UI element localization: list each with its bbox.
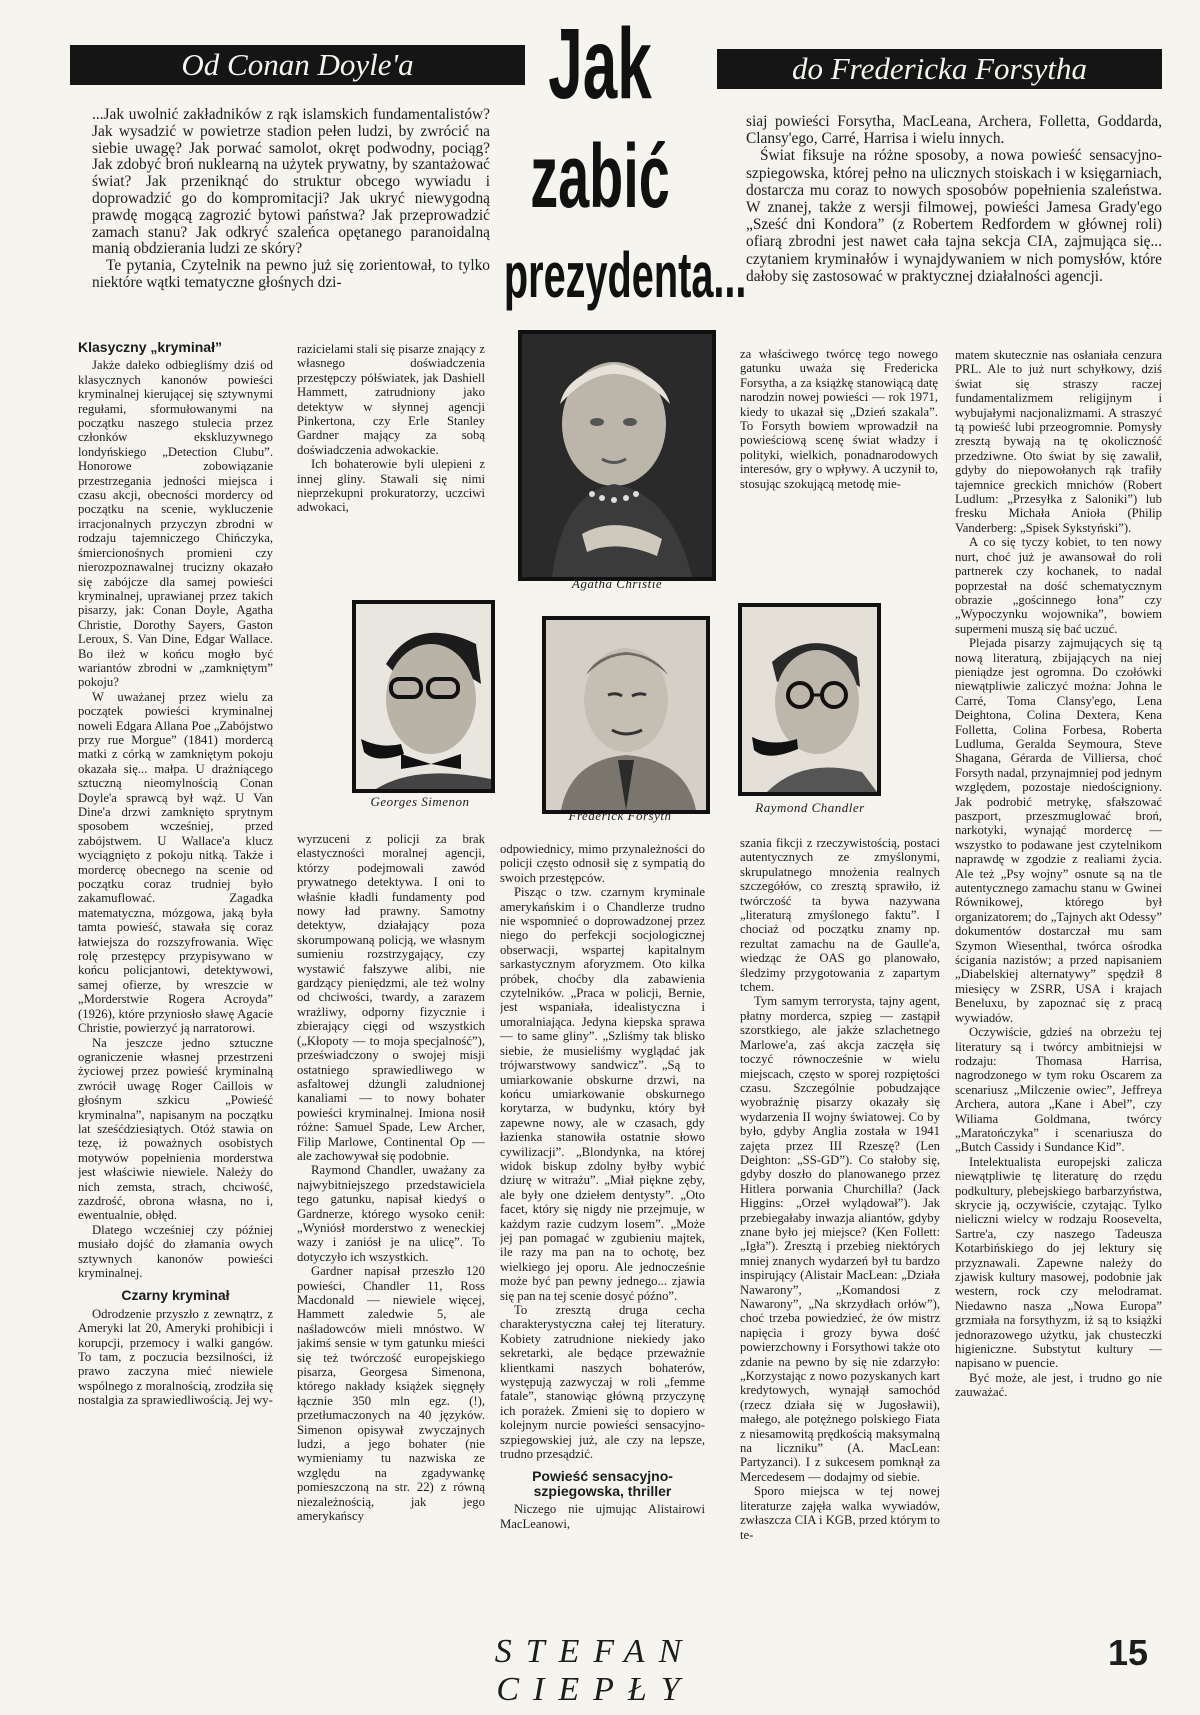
- col3-heading: Powieść sensacyjno-szpiegowska, thriller: [532, 1468, 673, 1499]
- col1-p5: Odrodzenie przyszło z zewnątrz, z Ameryki lat 20, Ameryki prohibicji i korupcji, przemocy i walki gangów. To tam, z poczucia bezsilności, iż prawo zaczyna mieć niewiele wspólnego z moralnością, zrodziła się nostalgia za sprawiedliwością. Jej wy-: [78, 1306, 273, 1408]
- col3-p2: Pisząc o tzw. czarnym kryminale amerykańskim i o Chandlerze trudno nie wspomnieć o doprowadzonej przez niego do perfekcji socjologicznej obserwacji, wspartej kapitalnym sarkastycznym aforyzmem. Oto kilka próbek, choćby dla zabawienia czytelników. „Praca w policji, Bernie, jest wspaniała, idealistyczna i umoralniająca. Jedyna kiepska sprawa — to same gliny”. „Szliśmy tak blisko siebie, że musieliśmy wyglądać jak trójwarstwowy sandwicz”. „Są to umiarkowanie obskurne drzwi, na końcu umiarkowanie obskurnego korytarza, w budynku, który był zapewne nowy, ale w czasach, gdy łazienka stanowiła ostatnie słowo cywilizacji”. „Blondynka, na której widok biskup zdolny byłby wybić dziurę w witrażu”. „Miał piękne zęby, ale były one dziełem dentysty”. „Oto facet, który się nigdy nie przejmuje, w każdym razie cudzym losem”. „Może jej pan pomagać w zgubieniu majtek, ile razy ma pan na to ochotę, bez wielkiego jej oporu. Ale jednocześnie może być pan pewny jednego... zjawia się pan na tej scenie dosyć późno”.: [500, 885, 705, 1303]
- portrait-christie-illustration: [522, 334, 712, 577]
- headline-line-3: prezydenta...: [503, 239, 747, 311]
- col4a-p1: za właściwego twórcę tego nowego gatunku uważa się Fredericka Forsytha, a za książkę stanowiącą datę narodzin nowej powieści — rok 1971, kiedy to ukazał się „Dzień szakala”. To Forsyth bowiem wprowadził na powieściową scenę świat władzy i polityki, wielkich, ponadnarodowych interesów, gry o wpływy. A uczynił to, stosując szokującą metodę mie-: [740, 347, 938, 491]
- col4b-p3: Sporo miejsca w tej nowej literaturze zajęła walka wywiadów, zwłaszcza CIA i KGB, przed którym to te-: [740, 1484, 940, 1542]
- photo-frederick-forsyth: [542, 616, 710, 814]
- intro-right: [746, 113, 1162, 327]
- page-number: 15: [1108, 1632, 1149, 1673]
- col5-p2: A co się tyczy kobiet, to ten nowy nurt, choć już je awansował do roli partnerek czy kochanek, to nadal poprzestał na dość schematycznym obrazie „gościnnego łona” czy „Wypoczynku wojownika”, bowiem supermeni muszą się bać uczuć.: [955, 535, 1162, 636]
- col2b-p2: Raymond Chandler, uważany za najwybitniejszego przedstawiciela tego gatunku, napisał kiedyś o Gardnerze, którego wysoko cenił: „Wyniósł morderstwo z weneckiej wazy i zaniósł je na ulicę”. To dotyczyło ich wszystkich.: [297, 1163, 485, 1264]
- col3-p1: odpowiednicy, mimo przynależności do policji często odnosił się z sympatią do swoich przestępców.: [500, 842, 705, 885]
- portrait-forsyth-illustration: [546, 620, 706, 810]
- intro-right-p2: Świat fiksuje na różne sposoby, a nowa powieść sensacyjno-szpiegowska, której pełno na ulicznych stoiskach i w księgarniach, dostarcza mu coraz to nowych sposobów popełnienia szaleństwa. W znanej, także z wersji filmowej, powieści Jamesa Grady'ego „Sześć dni Kondora” (z Robertem Redfordem w głównej roli) ofiarą zbrodni jest nawet cała tajna sekcja CIA, zajmująca się... czytaniem kryminałów i wynajdywaniem w nich pomysłów, które dałoby się zastosować w praktycznej działalności agencji.: [746, 147, 1162, 285]
- col5-p6: Być może, ale jest, i trudno go nie zauważać.: [955, 1370, 1162, 1400]
- col1-heading: Klasyczny „kryminał”: [78, 340, 222, 355]
- column-1: [78, 340, 273, 1658]
- portrait-chandler-illustration: [742, 607, 877, 792]
- headline-line-1: Jak: [548, 8, 652, 120]
- col1-p1: Jakże daleko odbiegliśmy dziś od klasycznych kanonów powieści kryminalnej kierującej się sztywnymi regułami, sformułowanymi na początku naszego stulecia przez członków ekskluzywnego londyńskiego „Detection Clubu”. Honorowe zobowiązanie przestrzegania jedności miejsca i czasu akcji, obecności mordercy od początku na scenie, wykluczenie irracjonalnych przyczyn zbrodni w rodzaju tajemniczego Chińczyka, śmiercionośnych promieni czy nierozpoznawalnej trucizny okazało się zabójcze dla samej powieści kryminalnej, uprawianej przez takich pisarzy, jak: Conan Doyle, Agatha Christie, Dorothy Sayers, Gaston Leroux, S. Van Dine, Edgar Wallace. Bo ileż w końcu mogło być wariantów zbrodni w „zamkniętym” pokoju?: [78, 358, 273, 690]
- headline-line-2: zabić: [530, 127, 670, 227]
- photo-agatha-christie: [518, 330, 716, 581]
- col1-p4: Dlatego wcześniej czy później musiało dojść do złamania owych sztywnych kanonów powieści kryminalnej.: [78, 1222, 273, 1280]
- col3-p3: To zresztą druga cecha charakterystyczna całej tej literatury. Kobiety zatrudnione niekiedy jako sekretarki, ale będące przeważnie klientkami naszych bohaterów, występują zazwyczaj w roli „femme fatale”, stanowiąc główną przyczynę ich porażek. Zmieni się to dopiero w kolejnym nurcie powieści sensacyjno-szpiegowskiej już, ale czy na lepsze, trudno przesądzić.: [500, 1303, 705, 1462]
- col2a-p2: Ich bohaterowie byli ulepieni z innej gliny. Stawali się nimi nieprzekupni prokuratorzy, uczciwi adwokaci,: [297, 457, 485, 515]
- caption-raymond-chandler: Raymond Chandler: [755, 800, 865, 815]
- intro-left: [92, 107, 490, 315]
- photo-raymond-chandler: [738, 603, 881, 796]
- column-4-top: [740, 347, 938, 587]
- caption-georges-simenon: Georges Simenon: [370, 794, 470, 809]
- author-signature: STEFAN CIEPŁY: [494, 1633, 696, 1708]
- intro-left-p1: ...Jak uwolnić zakładników z rąk islamskich fundamentalistów? Jak wysadzić w powietrze stadion pełen ludzi, by zwrócić na siebie uwagę? Jak porwać samolot, okręt podwodny, pociąg? Jak zdobyć broń nuklearną na użytek prywatny, by szantażować świat? Jak przeniknąć do struktur obcego wywiadu i doprowadzić go do kompromitacji? Jak ukryć niewygodną prawdę mogącą zagrozić bytowi państwa? Jak przeprowadzić zamach stanu? Jak odkryć szaleńca opętanego paranoidalną manią obdzierania ludzi ze skóry?: [92, 107, 490, 258]
- col1-heading-2: Czarny kryminał: [121, 1287, 230, 1304]
- col5-p3: Plejada pisarzy zajmujących się tą nową literaturą, zbijających na niej pieniądze jest ogromna. Do czołówki niewątpliwie zaliczyć można: Johna le Carré, Toma Clansy'ego, Lena Deightona, Colina Dextera, Kena Folletta, Colina Forbesa, Roberta Ludluma, Geralda Seymoura, Steve Shagana, Gérarda de Villiersa, choć Forsyth nadal, przynajmniej pod jednym względem, pozostaje niedościgniony. Jak podrobić metrykę, sfałszować paszport, przeszmuglować broń, narkotyki, wynająć mordercę — wszystko to podawane jest czytelnikom naprawdę w zgodzie z realiami życia. Ale też „Psy wojny” osnute są na tle autentycznego zamachu stanu w Gwinei Równikowej, którego był organizatorem; do „Tajnych akt Odessy” dokumentów dostarczał mu sam Szymon Wiesenthal, twórca ośrodka ścigania nazistów; a przed napisaniem „Diabelskiej alternatywy” spędził 8 miesięcy w ZSRR, USA i krajach Beneluxu, by zapoznać się z pracą wywiadów.: [955, 636, 1162, 1025]
- col1-p3: Na jeszcze jedno sztuczne ograniczenie własnej przestrzeni życiowej przez powieść kryminalną zwrócił uwagę Roger Caillois w głośnym szkicu „Powieść kryminalna”, napisanym na początku lat sześćdziesiątych. Otóż stawia on tezę, iż poważnych osobistych motywów popełnienia morderstwa jest właściwie niewiele. Należy do nich zemsta, strach, chciwość, zazdrość, obrona własna, no i, ewentualnie, obłęd.: [78, 1035, 273, 1223]
- col5-p5: Intelektualista europejski zalicza niewątpliwie tę literaturę do rzędu podkultury, plebejskiego barbarzyństwa, skrycie ją, oczywiście, czytając. Tylko nieliczni wielcy w rodzaju Roosevelta, Sartre'a, czy naszego Tadeusza Kotarbińskiego do jej lektury się przyznawali. Zapewne należy do zjawisk kultury masowej, podobnie jak western, rock czy melodramat. Niedawno nasza „Nowa Europa” grzmiała na forsythyzm, iż są to książki jednorazowego użytku, jak chusteczki higieniczne. Substytut kultury — napisano w puencie.: [955, 1154, 1162, 1371]
- col5-p1: matem skutecznie nas osłaniała cenzura PRL. Ale to już nurt schyłkowy, dziś świat się straszy raczej fundamentalizmem religijnym i wybujałymi nacjonalizmami. A straszyć tą powieść lubi przeogromnie. Pomysły zresztą bywają na tę okoliczność przedziwne. Oto świat by się zawalił, gdyby do niepowołanych rąk trafiły tajemnice greckich mnichów (Robert Ludlum: „Przesyłka z Saloniki”) lub fresku Michała Anioła (Philip Vanderberg: „Spisek Sykstyński”).: [955, 348, 1162, 535]
- header-banner-right: [717, 49, 1162, 89]
- portrait-simenon-illustration: [356, 604, 491, 789]
- column-4-bottom: [740, 836, 940, 1652]
- header-right-text: do Fredericka Forsytha: [792, 51, 1087, 86]
- col3-p4: Niczego nie ujmując Alistairowi MacLeanowi,: [500, 1502, 705, 1531]
- col5-p4: Oczywiście, gdzieś na obrzeżu tej literatury są i twórcy ambitniejsi w rodzaju: Thomasa Harrisa, nagrodzonego w tym roku Oscarem za scenariusz „Milczenie owiec”, Jeffreya Archera, autora „Kane i Abel”, czy Wiliama Goldmana, twórcy „Maratończyka” i scenariusza do „Butch Cassidy i Sundance Kid”.: [955, 1025, 1162, 1155]
- caption-frederick-forsyth: Frederick Forsyth: [568, 808, 672, 823]
- header-left-text: Od Conan Doyle'a: [181, 47, 414, 82]
- col2b-p3: Gardner napisał przeszło 120 powieści, Chandler 11, Ross Macdonald — niewiele więcej, Hammett zaledwie 5, ale naśladowców mieli mnóstwo. W jakimś sensie w tym gatunku mieści się też twórczość europejskiego pisarza, Georgesa Simenona, którego nakłady książek sięgnęły łącznie 350 mln egz. (!), przetłumaczonych na 40 języków. Simenon opisywał zwyczajnych ludzi, a jego bohater (nie wymieniamy tu nazwiska ze względu na zgadywankę pomieszczoną na str. 22) z równą niezależnością, jak jego amerykańscy: [297, 1264, 485, 1524]
- col4b-p1: szania fikcji z rzeczywistością, postaci autentycznych ze zmyślonymi, skrupulatnego mnożenia realnych szczegółów, co zresztą sprawiło, iż twórczość ta bywa nazywana „literaturą zmyślonego faktu”. I chociaż od początku znamy np. rezultat zamachu na de Gaulle'a, wiedząc że OAS go planowało, śledzimy przygotowania z zapartym tchem.: [740, 836, 940, 995]
- col2b-p1: wyrzuceni z policji za brak elastyczności moralnej agencji, którzy podejmowali zawód prywatnego detektywa. I oni to właśnie kładli fundamenty pod nowy ład prawny. Samotny detektyw, działający poza skorumpowaną policją, we własnym sumieniu rozstrzygający, czy wystawić fałszywe alibi, nie gardzący pieniędzmi, ale też wolny od chciwości, twardy, a zarazem wrażliwy, odporny fizycznie i zbierający cięgi od wszystkich („Kłopoty — to moja specjalność”), przeświadczony o swojej misji ostatniego sprawiedliwego w asfaltowej dżungli zaludnionej kanaliami — to nowy bohater powieści kryminalnej. Imiona nosił różne: Samuel Spade, Lew Archer, Filip Marlowe, Continental Op — ale zachowywał się podobnie.: [297, 832, 485, 1163]
- intro-left-p2: Te pytania, Czytelnik na pewno już się zorientował, to tylko niektóre wątki tematyczne głośnych dzi-: [92, 257, 490, 291]
- col4b-p2: Tym samym terrorysta, tajny agent, płatny morderca, szpieg — zastąpił szorstkiego, ale jakże szlachetnego Marlowe'a, zaś akcja zaczęła się toczyć równocześnie w wielu miejscach, często w sporej rozpiętości czasu. Szczególnie pobudzające wyobraźnię pisarzy okazały się wydarzenia II wojny światowej. Co by było, gdyby Anglia została w 1941 zajęta przez III Rzeszę? (Len Deighton: „SS-GD”). Co stałoby się, gdyby doszło do planowanego przez Hitlera porwania Churchilla? (Jack Higgins: „Orzeł wylądował”). Jak przebiegałaby inwazja aliantów, gdyby znane było jej miejsce? (Ken Follett: „Igła”). Zresztą i przebieg niektórych mniej znanych wydarzeń był tu bardzo inspirujący (Alistair MacLean: „Działa Nawarony”, „Komandosi z Nawarony”, „Na skrzydłach orłów”), choć trzeba powiedzieć, że ów mistrz napięcia i grozy bywa dość powierzchowny i Forsythowi także oto zdanie na pewno by się nie zdarzyło: „Korzystając z nowo pozyskanych kart kredytowych, wynajął samochód (rzecz działa się w Jugosławii), małego, ale potężnego polskiego Fiata z niesamowitą prędkością maksymalną na liczniku” (A. MacLean: Partyzanci). I z sukcesem pomknął za Mercedesem — dodajmy od siebie.: [740, 994, 940, 1484]
- col2a-p1: razicielami stali się pisarze znający z własnego doświadczenia przestępczy półświatek, jak Dashiell Hammett, zatrudniony jako detektyw w słynnej agencji Pinkertona, czy Erle Stanley Gardner mający za sobą doświadczenia adwokackie.: [297, 342, 485, 457]
- column-3: [500, 842, 705, 1652]
- intro-right-p1: siaj powieści Forsytha, MacLeana, Archera, Folletta, Goddarda, Clansy'ego, Carré, Harrisa i wielu innych.: [746, 113, 1162, 148]
- column-5: [955, 348, 1162, 1628]
- caption-agatha-christie: Agatha Christie: [571, 576, 663, 591]
- photo-georges-simenon: [352, 600, 495, 793]
- column-2-top: [297, 342, 485, 585]
- column-2-bottom: [297, 832, 485, 1652]
- col1-p2: W uważanej przez wielu za początek powieści kryminalnej noweli Edgara Allana Poe „Zabójstwo przy rue Morgue” (1841) mordercą matki z córką w zamkniętym pokoju okazała się... małpa. U drażniącego sztuczną nieomylnością Conan Doyle'a sprawcą był wąż. U Van Dine'a drzwi zamknięto sprytnym sposobem wcześniej, przed zabójstwem. U Wallace'a klucz wyciągnięto z pokoju nitką. Także i mordercę obecnego na scenie od początku coraz trudniej było zakamuflować. Zagadka matematyczna, mózgowa, jaką była tamta powieść, stawała się coraz łatwiejsza do rozszyfrowania. Więc rolę przestępcy przypisywano w końcu policjantowi, detektywowi, samej ofierze, by wreszcie w „Morderstwie Rogera Acroyda” (1926), które przyniosło sławę Agacie Christie, powierzyć ją narratorowi.: [78, 689, 273, 1036]
- header-banner-left: [70, 45, 525, 85]
